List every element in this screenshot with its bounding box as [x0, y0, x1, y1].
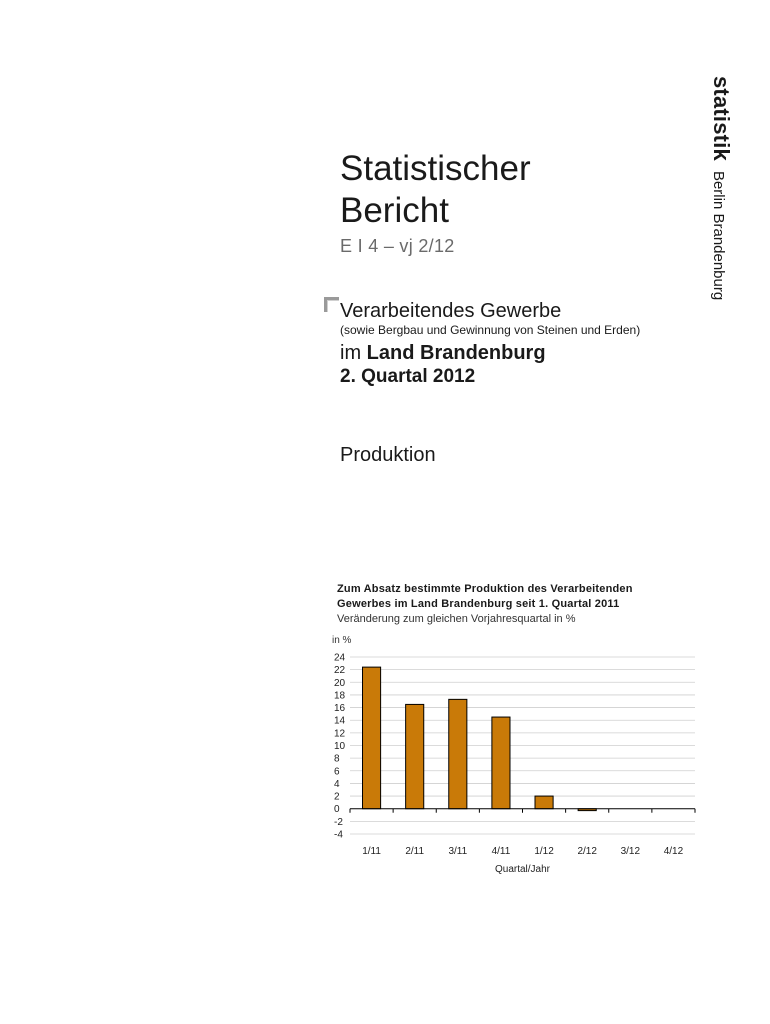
- chart-title-line2: Gewerbes im Land Brandenburg seit 1. Quartal 2011: [337, 598, 620, 610]
- y-tick-label: 8: [334, 753, 340, 765]
- bar: [535, 796, 553, 809]
- brand-vertical: [692, 76, 736, 316]
- x-tick-label: 2/11: [405, 846, 425, 857]
- chart-title: [337, 582, 697, 612]
- region-line: [340, 340, 546, 366]
- x-axis-label: Quartal/Jahr: [494, 864, 551, 875]
- y-tick-label: 0: [334, 804, 340, 816]
- topic-heading: Verarbeitendes Gewerbe: [340, 300, 562, 322]
- report-title: [340, 148, 531, 232]
- y-tick-label: -4: [334, 829, 343, 841]
- x-tick-label: 1/11: [362, 846, 381, 857]
- report-title-line1: Statistischer: [340, 149, 531, 188]
- y-tick-label: -2: [334, 816, 343, 828]
- topic-subheading: (sowie Bergbau und Gewinnung von Steinen und Erden): [340, 323, 641, 337]
- y-tick-label: 20: [334, 677, 346, 689]
- y-tick-label: 18: [334, 690, 346, 702]
- bar-chart: [320, 628, 720, 878]
- brand-berlin-brandenburg: Berlin Brandenburg: [710, 170, 727, 301]
- x-tick-label: 4/12: [663, 846, 684, 857]
- x-tick-label: 2/12: [577, 846, 597, 857]
- section-heading: Produktion: [340, 444, 436, 466]
- bar: [449, 699, 467, 808]
- chart-title-line1: Zum Absatz bestimmte Produktion des Verarbeitenden: [337, 583, 633, 595]
- bar: [492, 717, 510, 809]
- region-prefix: im: [340, 342, 362, 364]
- y-tick-label: 22: [334, 665, 346, 677]
- report-title-line2: Bericht: [340, 191, 449, 230]
- x-tick-label: 4/11: [491, 846, 511, 857]
- y-tick-label: 14: [334, 715, 346, 727]
- chart-subtitle: Veränderung zum gleichen Vorjahresquartal in %: [337, 613, 576, 625]
- brand-statistik: statistik: [709, 76, 734, 161]
- bar: [406, 704, 424, 808]
- period-line: 2. Quartal 2012: [340, 366, 476, 387]
- corner-bracket-icon: [324, 297, 339, 312]
- y-tick-label: 12: [334, 728, 346, 740]
- x-tick-label: 1/12: [534, 846, 554, 857]
- y-tick-label: 24: [334, 652, 346, 664]
- y-tick-label: 10: [334, 741, 346, 752]
- report-code: E I 4 – vj 2/12: [340, 236, 455, 256]
- bar: [363, 667, 381, 809]
- x-tick-label: 3/11: [448, 846, 468, 857]
- x-tick-label: 3/12: [620, 846, 641, 857]
- y-tick-label: 16: [334, 703, 346, 715]
- y-tick-label: 2: [334, 791, 340, 803]
- y-axis-label: in %: [332, 635, 352, 646]
- y-tick-label: 6: [334, 766, 340, 778]
- y-tick-label: 4: [334, 778, 340, 790]
- region-name: Land Brandenburg: [366, 342, 546, 364]
